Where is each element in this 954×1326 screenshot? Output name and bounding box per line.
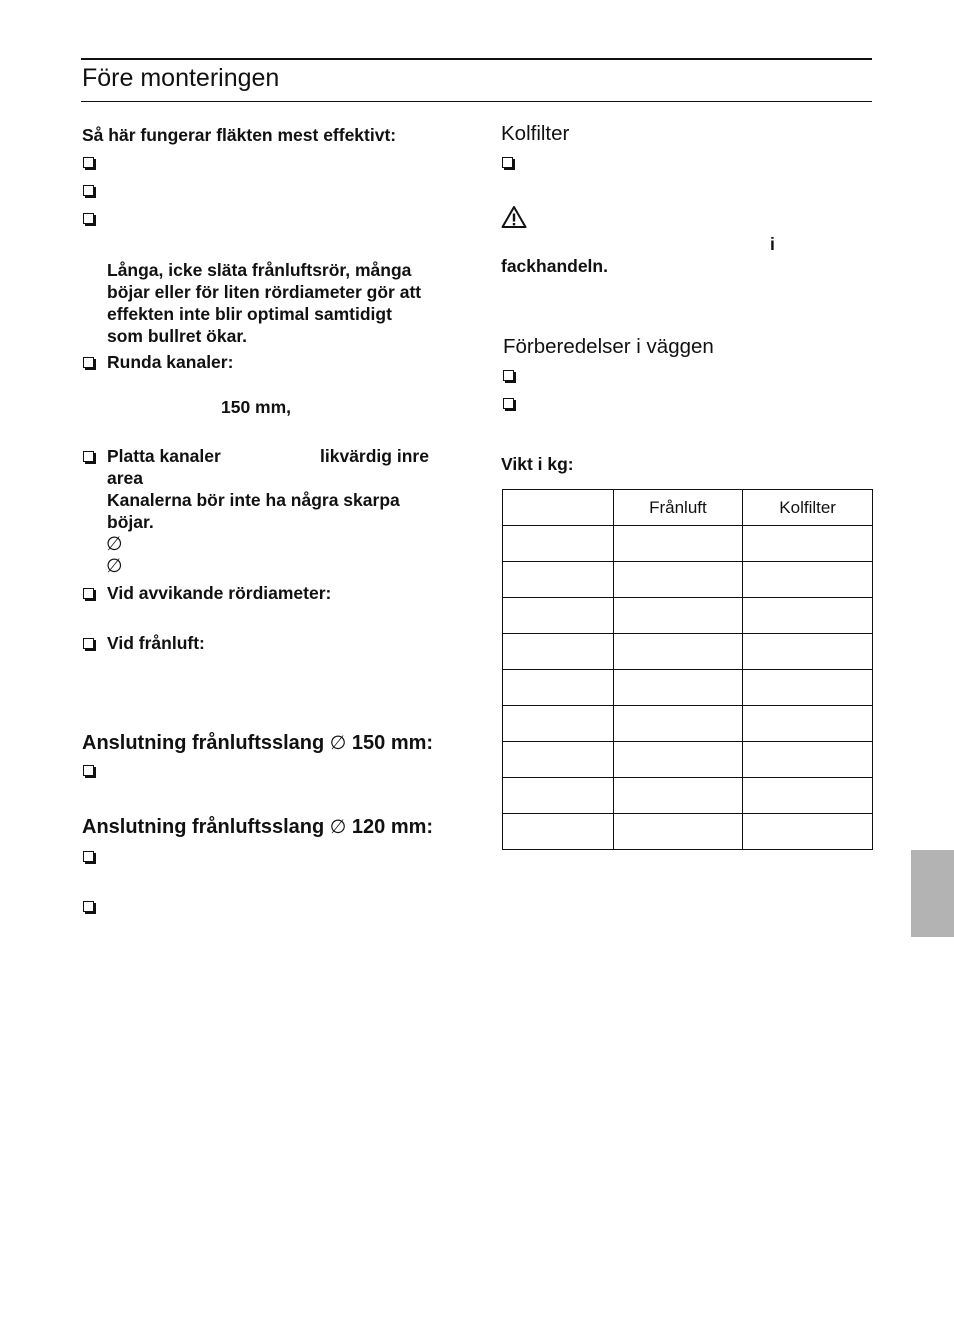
header-cell-exhaust: Frånluft [613, 490, 743, 526]
sharp-bends-text: Kanalerna bör inte ha några skarpa [107, 490, 400, 510]
table-cell [743, 562, 873, 598]
heading-text: 150 mm: [351, 732, 434, 754]
table-row [503, 670, 873, 706]
diameter-symbol: ∅ [106, 556, 123, 577]
connection-120-heading [82, 816, 433, 839]
table-cell [503, 634, 614, 670]
deviating-diameter-label: Vid avvikande rördiameter: [107, 583, 332, 603]
table-cell [613, 598, 743, 634]
header-cell-carbon-filter: Kolfilter [743, 490, 873, 526]
sharp-bends-text: böjar. [107, 512, 154, 532]
table-row [503, 526, 873, 562]
checkbox-bullet [503, 398, 514, 409]
wall-preparation-heading: Förberedelser i väggen [503, 335, 714, 358]
text-line: som bullret ökar. [107, 326, 248, 346]
diameter-symbol: ∅ [106, 534, 123, 555]
table-cell [503, 670, 614, 706]
table-cell [503, 742, 614, 778]
table-cell [613, 634, 743, 670]
table-row [503, 742, 873, 778]
table-cell [613, 706, 743, 742]
flat-channels-area: area [107, 468, 144, 488]
long-pipes-paragraph [107, 259, 421, 347]
table-cell [613, 526, 743, 562]
table-cell [743, 634, 873, 670]
round-channels-label: Runda kanaler: [107, 352, 234, 372]
text-line: Långa, icke släta frånluftsrör, många [107, 260, 412, 280]
intro-heading: Så här fungerar fläkten mest effektivt: [82, 125, 397, 145]
table-row [503, 706, 873, 742]
flat-channels-equivalent: likvärdig inre [320, 446, 429, 466]
checkbox-bullet [502, 157, 513, 168]
checkbox-bullet [83, 588, 94, 599]
table-cell [743, 778, 873, 814]
heading-text: Anslutning frånluftsslang [82, 732, 325, 754]
language-side-tab [911, 850, 954, 937]
title-underline [81, 101, 872, 102]
table-row [503, 634, 873, 670]
table-row [503, 814, 873, 850]
table-cell [743, 814, 873, 850]
diameter-symbol: ∅ [329, 817, 347, 838]
round-channels-value: 150 mm, [221, 397, 292, 417]
connection-150-heading [82, 732, 433, 755]
table-cell [503, 706, 614, 742]
checkbox-bullet [83, 901, 94, 912]
table-row [503, 598, 873, 634]
table-cell [743, 706, 873, 742]
table-cell [613, 562, 743, 598]
text-line: böjar eller för liten rördiameter gör att [107, 282, 422, 302]
table-cell [613, 742, 743, 778]
checkbox-bullet [83, 765, 94, 776]
table-cell [613, 778, 743, 814]
table-cell [503, 562, 614, 598]
table-cell [613, 670, 743, 706]
warning-triangle-icon [501, 205, 527, 229]
table-cell [503, 526, 614, 562]
exhaust-label: Vid frånluft: [107, 633, 205, 653]
flat-channels-label: Platta kanaler [107, 446, 221, 466]
text-line: effekten inte blir optimal samtidigt [107, 304, 392, 324]
weight-label: Vikt i kg: [501, 454, 574, 474]
checkbox-bullet [83, 157, 94, 168]
checkbox-bullet [83, 851, 94, 862]
checkbox-bullet [503, 370, 514, 381]
table-cell [743, 670, 873, 706]
diameter-symbol: ∅ [329, 733, 347, 754]
checkbox-bullet [83, 357, 94, 368]
specialist-store-text: fackhandeln. [501, 256, 608, 276]
table-cell [503, 598, 614, 634]
table-cell [743, 742, 873, 778]
page-title: Före monteringen [82, 64, 280, 92]
table-cell [743, 526, 873, 562]
checkbox-bullet [83, 638, 94, 649]
carbon-filter-heading: Kolfilter [501, 122, 570, 145]
table-cell [503, 814, 614, 850]
checkbox-bullet [83, 185, 94, 196]
weight-table [502, 489, 873, 850]
table-row [503, 778, 873, 814]
table-row [503, 562, 873, 598]
table-header-row [503, 490, 873, 526]
checkbox-bullet [83, 451, 94, 462]
checkbox-bullet [83, 213, 94, 224]
letter-i: i [770, 234, 775, 254]
table-cell [743, 598, 873, 634]
heading-text: 120 mm: [351, 816, 434, 838]
top-rule [81, 58, 872, 60]
table-cell [503, 778, 614, 814]
table-cell [613, 814, 743, 850]
header-cell [503, 490, 614, 526]
heading-text: Anslutning frånluftsslang [82, 816, 325, 838]
